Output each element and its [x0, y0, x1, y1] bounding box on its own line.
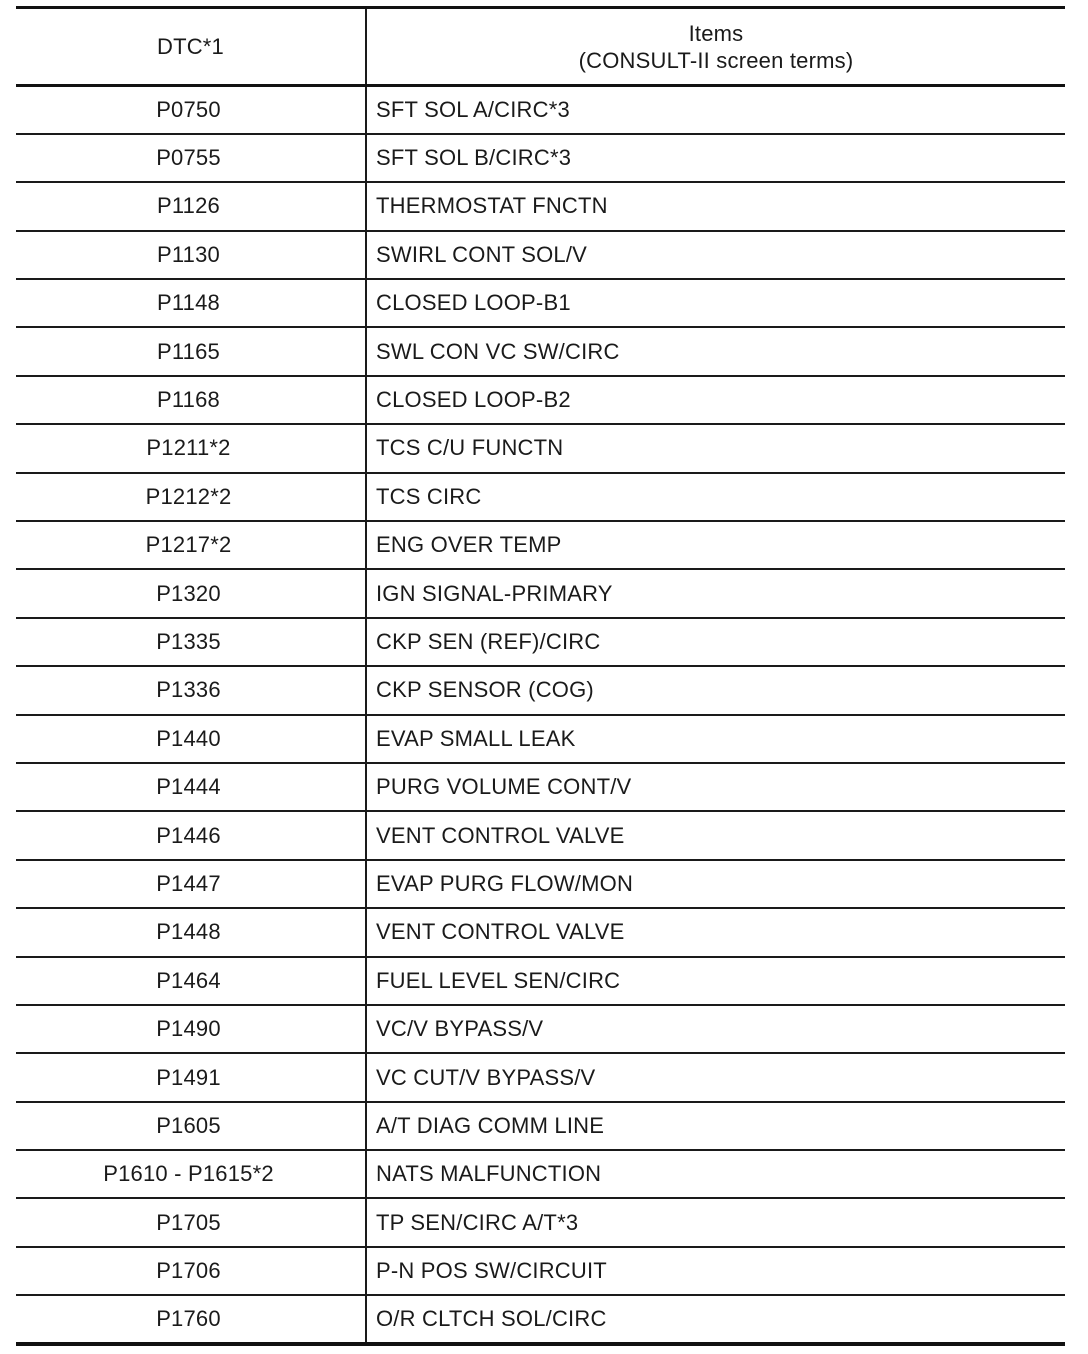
item-term-cell: EVAP PURG FLOW/MON: [366, 860, 1065, 908]
table-row: [16, 1295, 1065, 1343]
dtc-code-cell: P1490: [16, 1005, 366, 1053]
dtc-code-cell: P1212*2: [16, 473, 366, 521]
item-term-cell: THERMOSTAT FNCTN: [366, 182, 1065, 230]
table-row: [16, 521, 1065, 569]
table-row: [16, 1053, 1065, 1101]
table-row: [16, 376, 1065, 424]
item-term-cell: CKP SEN (REF)/CIRC: [366, 618, 1065, 666]
item-term-cell: P-N POS SW/CIRCUIT: [366, 1247, 1065, 1295]
dtc-table: [16, 6, 1065, 1346]
dtc-code-cell: P1168: [16, 376, 366, 424]
table-row: [16, 618, 1065, 666]
items-column-header: [366, 8, 1065, 86]
dtc-code-cell: P1165: [16, 327, 366, 375]
dtc-code-cell: P1336: [16, 666, 366, 714]
dtc-code-cell: P1217*2: [16, 521, 366, 569]
item-term-cell: VENT CONTROL VALVE: [366, 908, 1065, 956]
dtc-code-cell: P1610 - P1615*2: [16, 1150, 366, 1198]
item-term-cell: IGN SIGNAL-PRIMARY: [366, 569, 1065, 617]
dtc-code-cell: P0755: [16, 134, 366, 182]
table-row: [16, 1247, 1065, 1295]
item-term-cell: VC/V BYPASS/V: [366, 1005, 1065, 1053]
dtc-code-cell: P1491: [16, 1053, 366, 1101]
dtc-code-cell: P1444: [16, 763, 366, 811]
table-row: [16, 182, 1065, 230]
dtc-code-cell: P0750: [16, 86, 366, 134]
dtc-code-cell: P1126: [16, 182, 366, 230]
table-row: [16, 715, 1065, 763]
table-row: [16, 134, 1065, 182]
table-row: [16, 908, 1065, 956]
table-row: [16, 1150, 1065, 1198]
item-term-cell: SFT SOL B/CIRC*3: [366, 134, 1065, 182]
item-term-cell: NATS MALFUNCTION: [366, 1150, 1065, 1198]
item-term-cell: TP SEN/CIRC A/T*3: [366, 1198, 1065, 1246]
table-row: [16, 1005, 1065, 1053]
dtc-code-cell: P1705: [16, 1198, 366, 1246]
table-row: [16, 231, 1065, 279]
table-row: [16, 569, 1065, 617]
item-term-cell: ENG OVER TEMP: [366, 521, 1065, 569]
item-term-cell: O/R CLTCH SOL/CIRC: [366, 1295, 1065, 1343]
dtc-code-cell: P1440: [16, 715, 366, 763]
dtc-code-cell: P1760: [156, 1305, 221, 1331]
item-term-cell: FUEL LEVEL SEN/CIRC: [366, 957, 1065, 1005]
dtc-code-cell: P1130: [16, 231, 366, 279]
table-row: [16, 666, 1065, 714]
table-row: [16, 957, 1065, 1005]
item-term-cell: A/T DIAG COMM LINE: [366, 1102, 1065, 1150]
item-term-cell: SFT SOL A/CIRC*3: [366, 86, 1065, 134]
item-term-cell: VC CUT/V BYPASS/V: [366, 1053, 1065, 1101]
dtc-code-cell: P1464: [16, 957, 366, 1005]
table-row: [16, 279, 1065, 327]
item-term-cell: CKP SENSOR (COG): [366, 666, 1065, 714]
table-row: [16, 763, 1065, 811]
dtc-code-cell: P1211*2: [16, 424, 366, 472]
table-row: [16, 860, 1065, 908]
dtc-code-cell: P1447: [16, 860, 366, 908]
table-row: [16, 86, 1065, 134]
dtc-code-cell: P1706: [16, 1247, 366, 1295]
header-row: [16, 8, 1065, 86]
dtc-column-header: DTC*1: [16, 8, 366, 86]
table-row: [16, 1102, 1065, 1150]
table-row: [16, 811, 1065, 859]
dtc-code-cell: P1448: [16, 908, 366, 956]
dtc-code-cell: P1335: [16, 618, 366, 666]
items-header-subtitle: (CONSULT-II screen terms): [578, 47, 854, 73]
table-row: [16, 473, 1065, 521]
item-term-cell: CLOSED LOOP-B2: [366, 376, 1065, 424]
item-term-cell: SWIRL CONT SOL/V: [366, 231, 1065, 279]
item-term-cell: EVAP SMALL LEAK: [366, 715, 1065, 763]
table-row: [16, 1198, 1065, 1246]
item-term-cell: TCS CIRC: [366, 473, 1065, 521]
item-term-cell: SWL CON VC SW/CIRC: [366, 327, 1065, 375]
dtc-code-cell: P1446: [16, 811, 366, 859]
table-row: [16, 327, 1065, 375]
table-row: [16, 424, 1065, 472]
dtc-table-body: [16, 86, 1065, 1344]
items-header-title: Items: [688, 20, 744, 46]
item-term-cell: TCS C/U FUNCTN: [366, 424, 1065, 472]
dtc-code-cell: P1148: [16, 279, 366, 327]
item-term-cell: VENT CONTROL VALVE: [366, 811, 1065, 859]
item-term-cell: PURG VOLUME CONT/V: [366, 763, 1065, 811]
item-term-cell: CLOSED LOOP-B1: [366, 279, 1065, 327]
dtc-code-cell: P1320: [16, 569, 366, 617]
dtc-code-cell: P1605: [16, 1102, 366, 1150]
